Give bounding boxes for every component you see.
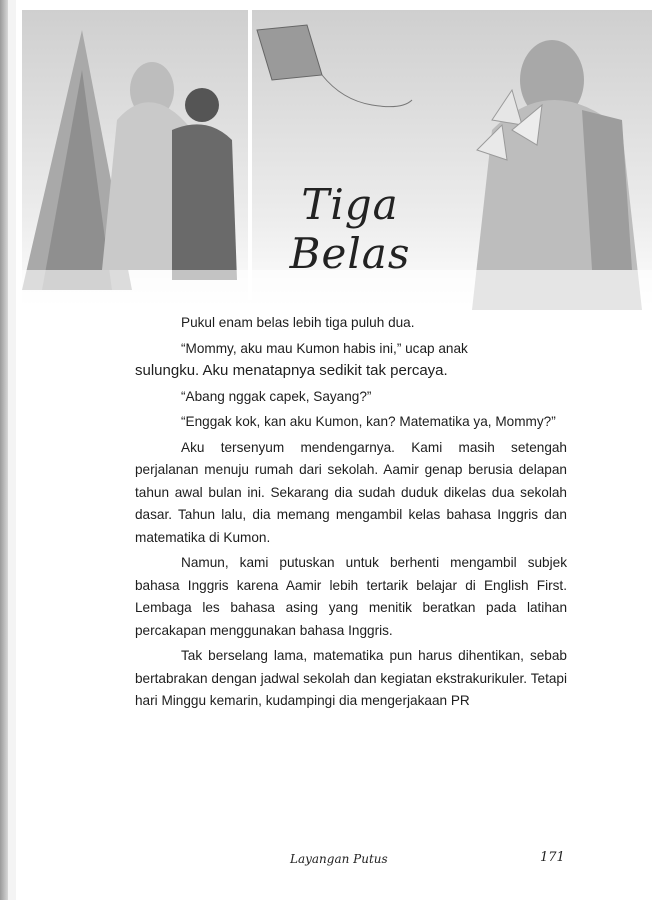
paragraph: “Abang nggak capek, Sayang?”: [181, 388, 372, 404]
page-spine-shadow: [0, 0, 8, 900]
paragraph: “Enggak kok, kan aku Kumon, kan? Matematika ya, Mommy?”: [181, 414, 556, 429]
chapter-body: [135, 312, 567, 716]
paragraph: Tak berselang lama, matematika pun harus dihentikan, sebab bertabrakan dengan jadwal sekolah dan kegiatan ekstrakurikuler. Tetapi hari Minggu kemarin, kudampingi dia mengerjakaan PR: [135, 648, 567, 708]
paragraph: Aku tersenyum mendengarnya. Kami masih setengah perjalanan menuju rumah dari sekolah. Aamir genap berusia delapan tahun awal bulan ini. Sekarang dia sudah duduk dikelas dua sekolah dasar. Tahun lalu, dia memang mengambil kelas bahasa Inggris dan matematika di Kumon.: [135, 439, 567, 545]
page-number: 171: [540, 850, 565, 865]
chapter-title: Tiga Belas: [289, 180, 411, 278]
page-edge: [8, 0, 16, 900]
paragraph: sulungku. Aku menatapnya sedikit tak percaya.: [135, 362, 448, 379]
running-footer-title: Layangan Putus: [290, 852, 388, 866]
paragraph: “Mommy, aku mau Kumon habis ini,” ucap anak: [181, 340, 468, 356]
paragraph: Pukul enam belas lebih tiga puluh dua.: [181, 315, 415, 330]
paragraph: Namun, kami putuskan untuk berhenti mengambil subjek bahasa Inggris karena Aamir lebih tertarik belajar di English First. Lembaga les bahasa asing yang menitik beratkan pada latihan percakapan menggunakan bahasa Inggris.: [135, 555, 567, 638]
